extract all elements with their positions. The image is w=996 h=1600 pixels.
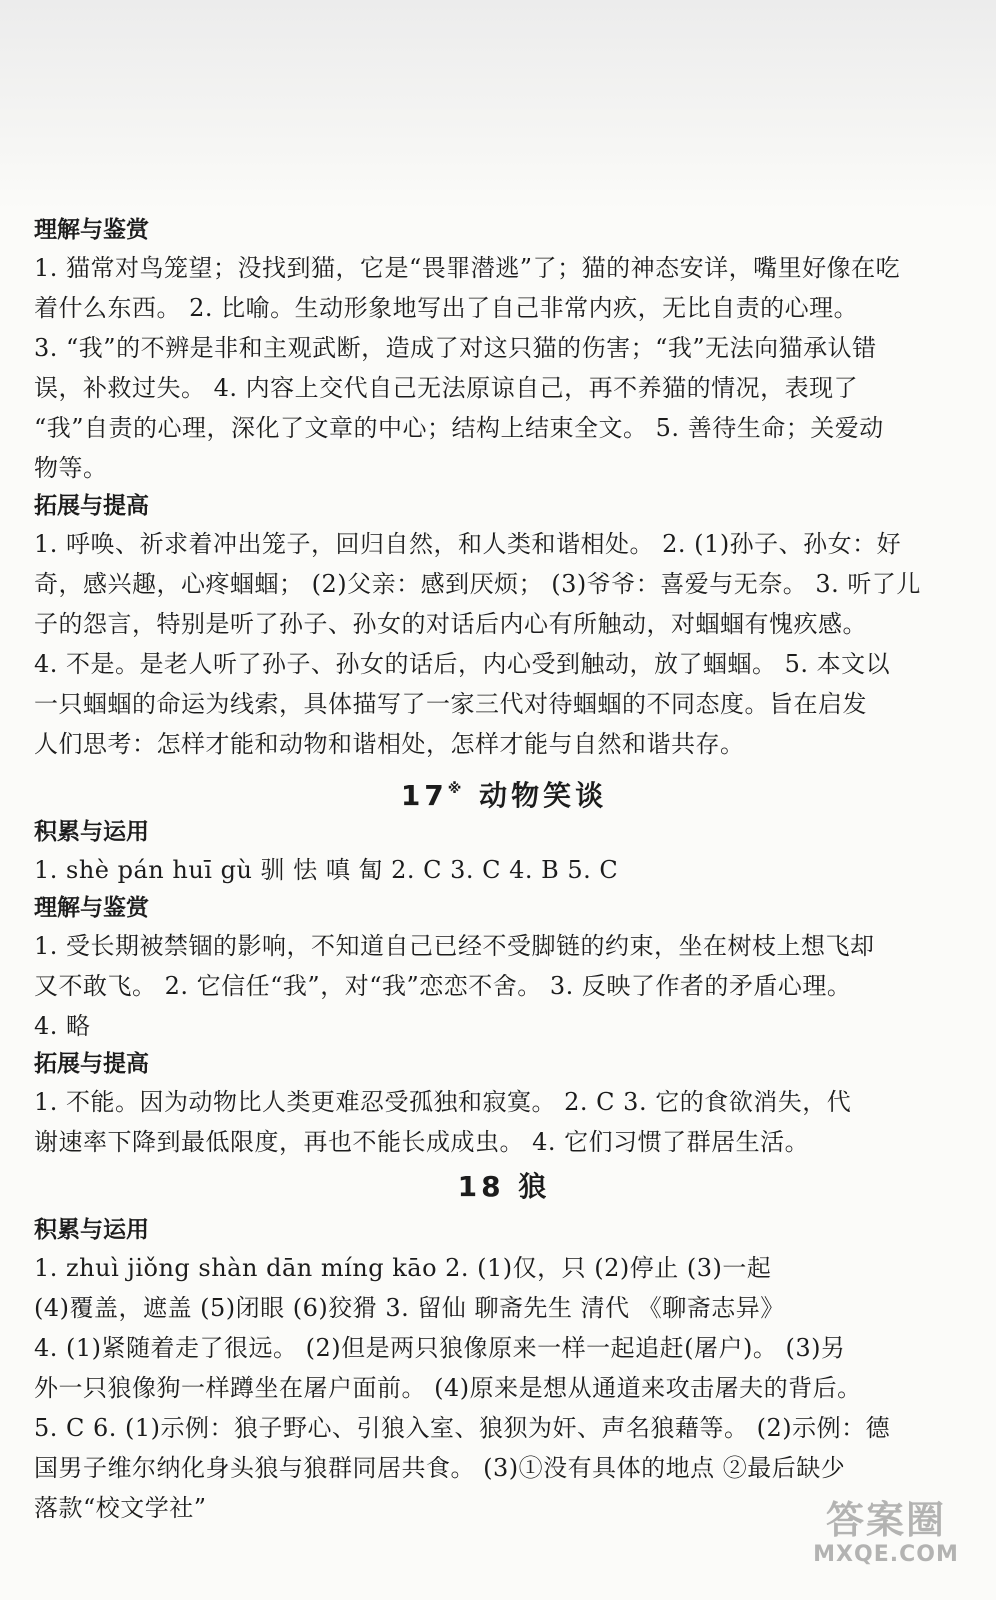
- answer-block-loneliness: [34, 1082, 974, 1162]
- text-line: (4)覆盖，遮盖 (5)闭眼 (6)狡猾 3. 留仙 聊斋先生 清代 《聊斋志异》: [34, 1294, 785, 1322]
- text-line: 4. 略: [34, 1012, 91, 1040]
- watermark-url: MXQE.COM: [813, 1542, 959, 1567]
- watermark-text: 答案圈: [825, 1498, 946, 1542]
- answer-block-cat: [34, 248, 974, 488]
- text-line: 外一只狼像狗一样蹲坐在屠户面前。 (4)原来是想从通道来攻击屠夫的背后。: [34, 1374, 862, 1402]
- answer-block-pinyin: [34, 850, 974, 890]
- text-line: 奇，感兴趣，心疼蝈蝈； (2)父亲：感到厌烦； (3)爷爷：喜爱与无奈。 3. 听了儿: [34, 570, 921, 598]
- lesson-name: 动物笑谈: [465, 779, 608, 812]
- section-heading-accumulation: 积累与运用: [34, 1217, 149, 1243]
- text-line: 着什么东西。 2. 比喻。生动形象地写出了自己非常内疚，无比自责的心理。: [34, 294, 859, 322]
- text-line: 一只蝈蝈的命运为线索，具体描写了一家三代对待蝈蝈的不同态度。旨在启发: [34, 690, 867, 718]
- text-line: 误，补救过失。 4. 内容上交代自己无法原谅自己，再不养猫的情况，表现了: [34, 374, 859, 402]
- text-line: 1. shè pán huī gù 驯 怯 嗔 匐 2. C 3. C 4. B 5. C: [34, 856, 619, 884]
- text-line: 谢速率下降到最低限度，再也不能长成成虫。 4. 它们习惯了群居生活。: [34, 1128, 810, 1156]
- section-heading-extension: 拓展与提高: [34, 493, 149, 519]
- text-line: 5. C 6. (1)示例：狼子野心、引狼入室、狼狈为奸、声名狼藉等。 (2)示例：德: [34, 1414, 891, 1442]
- text-line: 1. 猫常对鸟笼望；没找到猫，它是“畏罪潜逃”了；猫的神态安详，嘴里好像在吃: [34, 254, 901, 282]
- text-line: 人们思考：怎样才能和动物和谐相处，怎样才能与自然和谐共存。: [34, 730, 745, 758]
- text-line: 物等。: [34, 454, 108, 482]
- text-line: 1. zhuì jiǒng shàn dān míng kāo 2. (1)仅，只 (2)停止 (3)一起: [34, 1254, 772, 1282]
- text-line: 4. (1)紧随着走了很远。 (2)但是两只狼像原来一样一起追赶(屠户)。 (3)另: [34, 1334, 846, 1362]
- text-line: 国男子维尔纳化身头狼与狼群同居共食。 (3)①没有具体的地点 ②最后缺少: [34, 1454, 846, 1482]
- section-heading-understanding: 理解与鉴赏: [34, 217, 149, 243]
- page-top-shadow: [0, 0, 996, 210]
- section-heading-extension: 拓展与提高: [34, 1051, 149, 1077]
- text-line: 1. 受长期被禁锢的影响，不知道自己已经不受脚链的约束，坐在树枝上想飞却: [34, 932, 875, 960]
- answer-page: [34, 212, 974, 1528]
- answer-block-jackdaw: [34, 926, 974, 1046]
- text-line: 1. 不能。因为动物比人类更难忍受孤独和寂寞。 2. C 3. 它的食欲消失，代: [34, 1088, 852, 1116]
- lesson-title-18: 18 狼: [457, 1170, 551, 1203]
- section-heading-understanding: 理解与鉴赏: [34, 895, 149, 921]
- answer-block-cricket: [34, 524, 974, 764]
- text-line: 4. 不是。是老人听了孙子、孙女的话后，内心受到触动，放了蝈蝈。 5. 本文以: [34, 650, 891, 678]
- text-line: 又不敢飞。 2. 它信任“我”，对“我”恋恋不舍。 3. 反映了作者的矛盾心理。: [34, 972, 852, 1000]
- answer-block-wolf: [34, 1248, 974, 1528]
- section-heading-accumulation: 积累与运用: [34, 819, 149, 845]
- text-line: 1. 呼唤、祈求着冲出笼子，回归自然，和人类和谐相处。 2. (1)孙子、孙女：好: [34, 530, 902, 558]
- text-line: “我”自责的心理，深化了文章的中心；结构上结束全文。 5. 善待生命；关爱动: [34, 414, 884, 442]
- lesson-number: 17: [400, 779, 448, 812]
- text-line: 3. “我”的不辨是非和主观武断，造成了对这只猫的伤害；“我”无法向猫承认错: [34, 334, 877, 362]
- lesson-title-17: [34, 764, 974, 814]
- text-line: 子的怨言，特别是听了孙子、孙女的对话后内心有所触动，对蝈蝈有愧疚感。: [34, 610, 867, 638]
- text-line: 落款“校文学社”: [34, 1494, 207, 1522]
- watermark-logo: [796, 1498, 976, 1578]
- reading-mark: ※: [447, 781, 466, 797]
